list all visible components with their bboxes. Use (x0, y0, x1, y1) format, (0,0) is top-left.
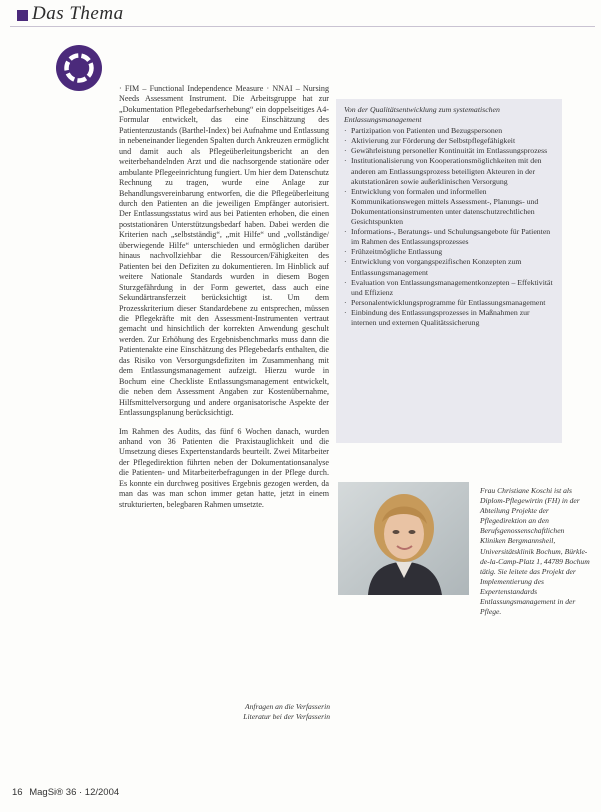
list-item: · Einbindung des Entlassungsprozesses in Maßnahmen zur internen und externen Qualitätssicherung (344, 308, 554, 328)
body-paragraph-2: Im Rahmen des Audits, das fünf 6 Wochen danach, wurden anhand von 36 Patienten die Praxistauglichkeit und die Umsetzung dieses Expertenstandards beurteilt. Zwei Mitarbeiter der Pflegedirektion führten neben der Dokumentationsanalyse die Patienten- und Mitarbeiterbefragungen in der Pflege durch. Es konnte ein durchweg positives Ergebnis gezogen werden, da man das was man schon immer getan hatte, jetzt in einem strukturierten, belegbaren Rahmen umsetzte. (119, 426, 329, 509)
list-item: · Entwicklung von vorgangspezifischen Konzepten zum Entlassungsmanagement (344, 257, 554, 277)
info-box-title: Von der Qualitätsentwicklung zum systematischen Entlassungsmanagement (344, 105, 500, 125)
page-header (0, 0, 601, 38)
list-item: · Evaluation von Entlassungsmanagementkonzepten – Effektivität und Effizienz (344, 278, 554, 298)
list-item: · Institutionalisierung von Kooperationsmöglichkeiten mit den anderen am Entlassungsprozess beteiligten Akteuren in der akutstationären sowie außerklinischen Versorgung (344, 156, 554, 186)
list-item: · Aktivierung zur Förderung der Selbstpflegefähigkeit (344, 136, 554, 146)
author-photo (338, 482, 469, 595)
magazine-logo-icon (55, 44, 103, 92)
section-title: Das Thema (32, 3, 124, 24)
header-accent-square (17, 10, 28, 21)
list-item: · Frühzeitmögliche Entlassung (344, 247, 554, 257)
info-box (336, 99, 562, 443)
page-footer (12, 787, 119, 798)
literature-line: Literatur bei der Verfasserin (243, 712, 330, 721)
contact-line: Anfragen an die Verfasserin (245, 702, 330, 711)
body-paragraph-1: · FIM – Functional Independence Measure · NNAI – Nursing Needs Assessment Instrument. Die Arbeitsgruppe hat zur „Dokumentation Pflegebedarfserhebung“ ein doppelseitiges A4-Formular entwickelt, das eine Einschätzung des Patientenzustands (Barthel-Index) bei Aufnahme und Entlassung in nebeneinander liegenden Spalten durch Ankreuzen ermöglicht und damit auch als Pflegeüberleitungsbericht an den weiterbehandelnden Arzt und die nachsorgende stationäre oder ambulante Pflegeeinrichtung fungiert. Um hier dem Datenschutz Rechnung zu tragen, wurde eine Anlage zur Behandlungsvereinbarung entworfen, die die Pflegeüberleitung durch den Patienten an die jeweiligen Empfänger autorisiert. Der Entlassungsstatus wird aus bei Patienten erhoben, die einen poststationären Unterstützungsbedarf haben. Dabei werden die Kriterien nach „selbstständig“, „mit Hilfe“ und „vollständige/überwiegende Hilfe“ unterschieden und ermöglichen darüber hinaus nachvollziehbar die Ressourcen/Fähigkeiten des Patienten bei den Defiziten zu dokumentieren. Im Hinblick auf weitere Nationale Standards wurden in diesem Bogen Sturzgefährdung in der Form gewertet, dass auch eine Sekundärtransferzeit berücksichtigt ist. Um dem Prozesskriterium dieser Standardebene zu entsprechen, müssen die Pflegekräfte mit den Assessment-Instrumenten vertraut gemacht und hinsichtlich der korrekten Anwendung geschult werden. Zur Erhöhung des Ergebnisbenchmarks muss dann die Patientenakte eine Einschätzung des Pflegebedarfs enthalten, die das Risiko von Versorgungsdefiziten im Zusammenhang mit dem Entlassungsmanagement aufzeigt. Hierzu wurde in Bochum eine Checkliste Entlassungsmanagement entwickelt, die neben dem Assessment Angaben zur Kostenübernahme, Hilfsmittelversorgung und andere organisatorische Aspekte der Entlassungsplanung berücksichtigt. (119, 84, 329, 418)
list-item: · Partizipation von Patienten und Bezugspersonen (344, 126, 554, 136)
info-box-list (344, 126, 554, 328)
author-caption: Frau Christiane Koschi ist als Diplom-Pflegewirtin (FH) in der Abteilung Projekte der Pflegedirektion an den Berufsgenossenschaftlichen Kliniken Bergmannsheil, Universitätsklinik Bochum, Bürkle-de-la-Camp-Platz 1, 44789 Bochum tätig. Sie leitete das Projekt der Implementierung des Expertenstandards Entlassungsmanagement in der Pflege. (480, 486, 590, 617)
header-rule (10, 26, 595, 27)
page-number: 16 (12, 787, 23, 798)
main-text-column (119, 84, 329, 510)
list-item: · Informations-, Beratungs- und Schulungsangebote für Patienten im Rahmen des Entlassungsprozesses (344, 227, 554, 247)
list-item: · Gewährleistung personeller Kontinuität im Entlassungsprozess (344, 146, 554, 156)
contact-note (196, 702, 330, 722)
list-item: · Personalentwicklungsprogramme für Entlassungsmanagement (344, 298, 554, 308)
issue-label: MagSi® 36 · 12/2004 (29, 787, 120, 798)
list-item: · Entwicklung von formalen und informellen Kommunikationswegen mittels Assessment-, Planungs- und Dokumentationsinstrumenten unter datenschutzrechtlichen Gesichtspunkten (344, 187, 554, 227)
